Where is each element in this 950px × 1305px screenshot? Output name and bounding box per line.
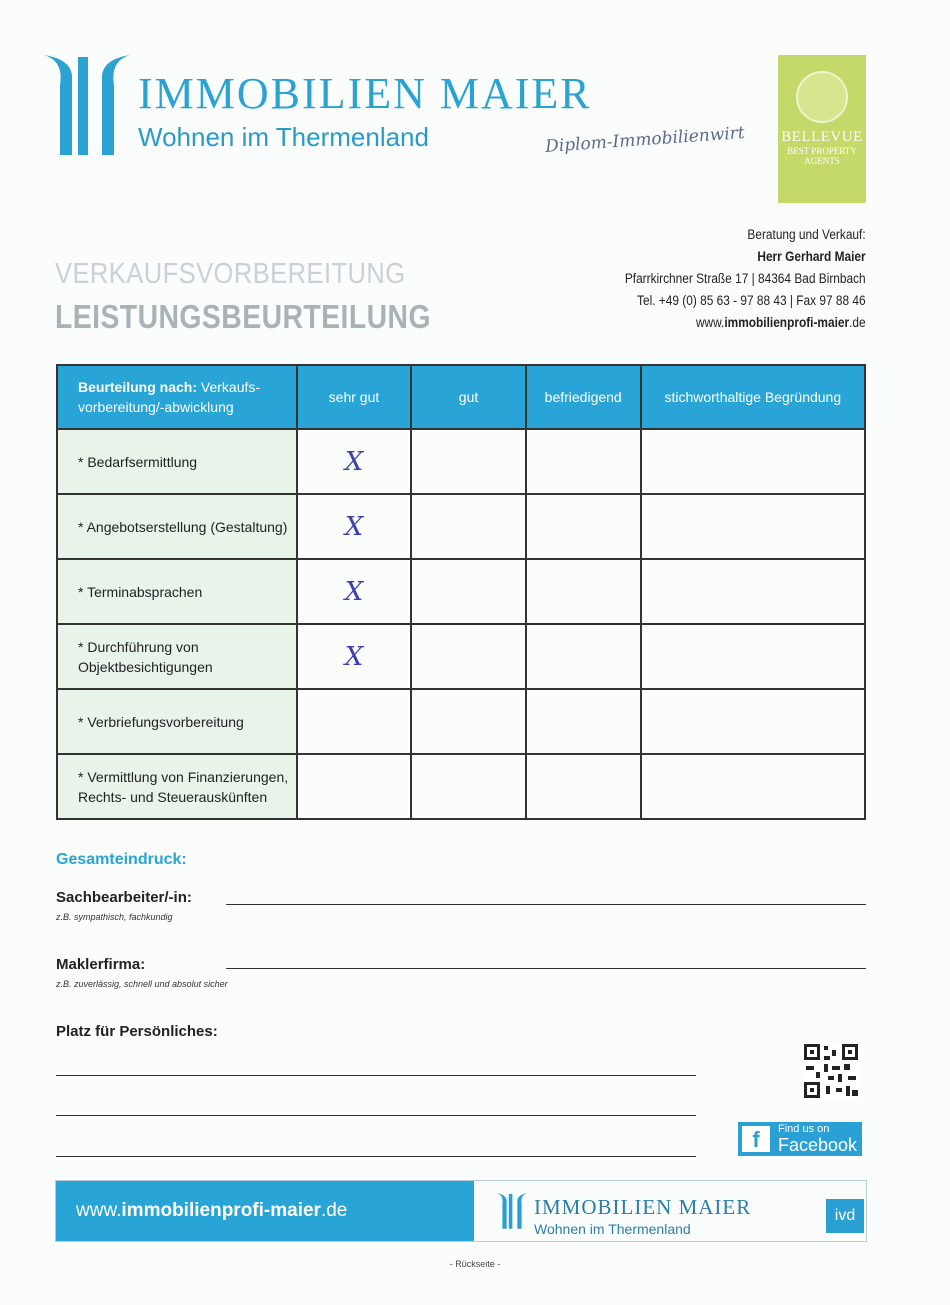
contact-phone: Tel. +49 (0) 85 63 - 97 88 43 | Fax 97 88 46 <box>637 293 866 308</box>
ivd-logo: ivd <box>826 1199 864 1233</box>
contact-website[interactable] <box>625 312 866 334</box>
checkbox-sehr-gut[interactable]: X <box>297 429 412 494</box>
brand-logo-icon <box>42 55 132 155</box>
header-befriedigend: befriedigend <box>526 365 641 429</box>
footer-tagline: Wohnen im Thermenland <box>534 1221 691 1237</box>
facebook-icon: f <box>742 1126 770 1152</box>
checkbox-befriedigend[interactable] <box>526 624 641 689</box>
personal-line-1[interactable] <box>56 1075 696 1076</box>
table-row <box>57 494 865 559</box>
brand-name: IMMOBILIEN MAIER <box>138 69 592 118</box>
footer-brand: IMMOBILIEN MAIER <box>534 1195 752 1219</box>
reason-field[interactable] <box>641 559 865 624</box>
checkbox-gut[interactable] <box>411 429 526 494</box>
table-row <box>57 559 865 624</box>
footer-web-prefix: www. <box>76 1200 122 1221</box>
badge-line1: BELLEVUE <box>781 129 863 145</box>
criterion-label: * Terminabsprachen <box>57 559 297 624</box>
table-header-row <box>57 365 865 429</box>
contact-block <box>625 224 866 334</box>
checkbox-befriedigend[interactable] <box>526 754 641 819</box>
table-row <box>57 429 865 494</box>
criterion-label: * Verbriefungsvorbereitung <box>57 689 297 754</box>
checkbox-befriedigend[interactable] <box>526 559 641 624</box>
reason-field[interactable] <box>641 689 865 754</box>
checkbox-sehr-gut[interactable]: X <box>297 624 412 689</box>
footer-logo-icon <box>496 1189 528 1233</box>
firm-hint: z.B. zuverlässig, schnell und absolut sicher <box>56 979 228 989</box>
firm-label: Maklerfirma: <box>56 956 146 973</box>
page-title: LEISTUNGSBEURTEILUNG <box>55 298 431 335</box>
personal-label: Platz für Persönliches: <box>56 1023 218 1040</box>
reason-field[interactable] <box>641 429 865 494</box>
footer-website[interactable] <box>56 1181 474 1241</box>
header-begruendung: stichworthaltige Begründung <box>641 365 865 429</box>
personal-line-2[interactable] <box>56 1115 696 1116</box>
checkbox-gut[interactable] <box>411 754 526 819</box>
checkbox-sehr-gut[interactable] <box>297 689 412 754</box>
brand-tagline: Wohnen im Thermenland <box>138 122 429 152</box>
footer-web-suffix: .de <box>320 1200 348 1221</box>
ghost-title: VERKAUFSVORBEREITUNG <box>55 258 406 290</box>
table-row <box>57 689 865 754</box>
header-gut: gut <box>411 365 526 429</box>
facebook-line1: Find us on <box>778 1123 830 1135</box>
web-domain: immobilienprofi-maier <box>724 315 850 330</box>
checkbox-befriedigend[interactable] <box>526 429 641 494</box>
header-criteria-rest: Verkaufs-vorbereitung/-abwicklung <box>78 379 261 415</box>
checkbox-befriedigend[interactable] <box>526 689 641 754</box>
facebook-button[interactable] <box>738 1122 862 1156</box>
criterion-label: * Angebotserstellung (Gestaltung) <box>57 494 297 559</box>
checkbox-gut[interactable] <box>411 559 526 624</box>
checkbox-sehr-gut[interactable]: X <box>297 559 412 624</box>
overall-heading: Gesamteindruck: <box>56 851 187 868</box>
checkbox-gut[interactable] <box>411 689 526 754</box>
checkbox-sehr-gut[interactable]: X <box>297 494 412 559</box>
table-row <box>57 624 865 689</box>
personal-line-3[interactable] <box>56 1156 696 1157</box>
header-criteria <box>57 365 297 429</box>
header-criteria-bold: Beurteilung nach: <box>78 379 198 395</box>
reason-field[interactable] <box>641 494 865 559</box>
contact-role: Beratung und Verkauf: <box>747 227 866 242</box>
clerk-hint: z.B. sympathisch, fachkundig <box>56 912 173 922</box>
criterion-label: * Vermittlung von Finanzierungen, Rechts- und Steuerauskünften <box>57 754 297 819</box>
checkbox-gut[interactable] <box>411 494 526 559</box>
globe-icon <box>796 71 848 123</box>
checkbox-gut[interactable] <box>411 624 526 689</box>
contact-name: Herr Gerhard Maier <box>757 249 866 264</box>
clerk-label: Sachbearbeiter/-in: <box>56 889 192 906</box>
qr-code-icon[interactable] <box>802 1042 860 1100</box>
firm-input-line[interactable] <box>226 968 866 969</box>
reason-field[interactable] <box>641 624 865 689</box>
table-row <box>57 754 865 819</box>
bellevue-badge <box>778 55 866 203</box>
header-sehr-gut: sehr gut <box>297 365 412 429</box>
back-side-note: - Rückseite - <box>449 1259 501 1269</box>
clerk-input-line[interactable] <box>226 904 866 905</box>
footer-banner <box>55 1180 867 1242</box>
badge-line2: BEST PROPERTY <box>787 146 857 156</box>
reason-field[interactable] <box>641 754 865 819</box>
web-prefix: www. <box>696 315 725 330</box>
web-suffix: .de <box>849 315 866 330</box>
rating-table <box>56 364 866 820</box>
footer-web-domain: immobilienprofi-maier <box>121 1200 321 1221</box>
criterion-label: * Durchführung von Objektbesichtigungen <box>57 624 297 689</box>
checkbox-befriedigend[interactable] <box>526 494 641 559</box>
contact-address: Pfarrkirchner Straße 17 | 84364 Bad Birnbach <box>625 271 866 286</box>
checkbox-sehr-gut[interactable] <box>297 754 412 819</box>
badge-line3: AGENTS <box>804 156 840 166</box>
handwritten-note: Diplom-Immobilienwirt <box>544 123 746 157</box>
criterion-label: * Bedarfsermittlung <box>57 429 297 494</box>
facebook-line2: Facebook <box>778 1135 858 1155</box>
